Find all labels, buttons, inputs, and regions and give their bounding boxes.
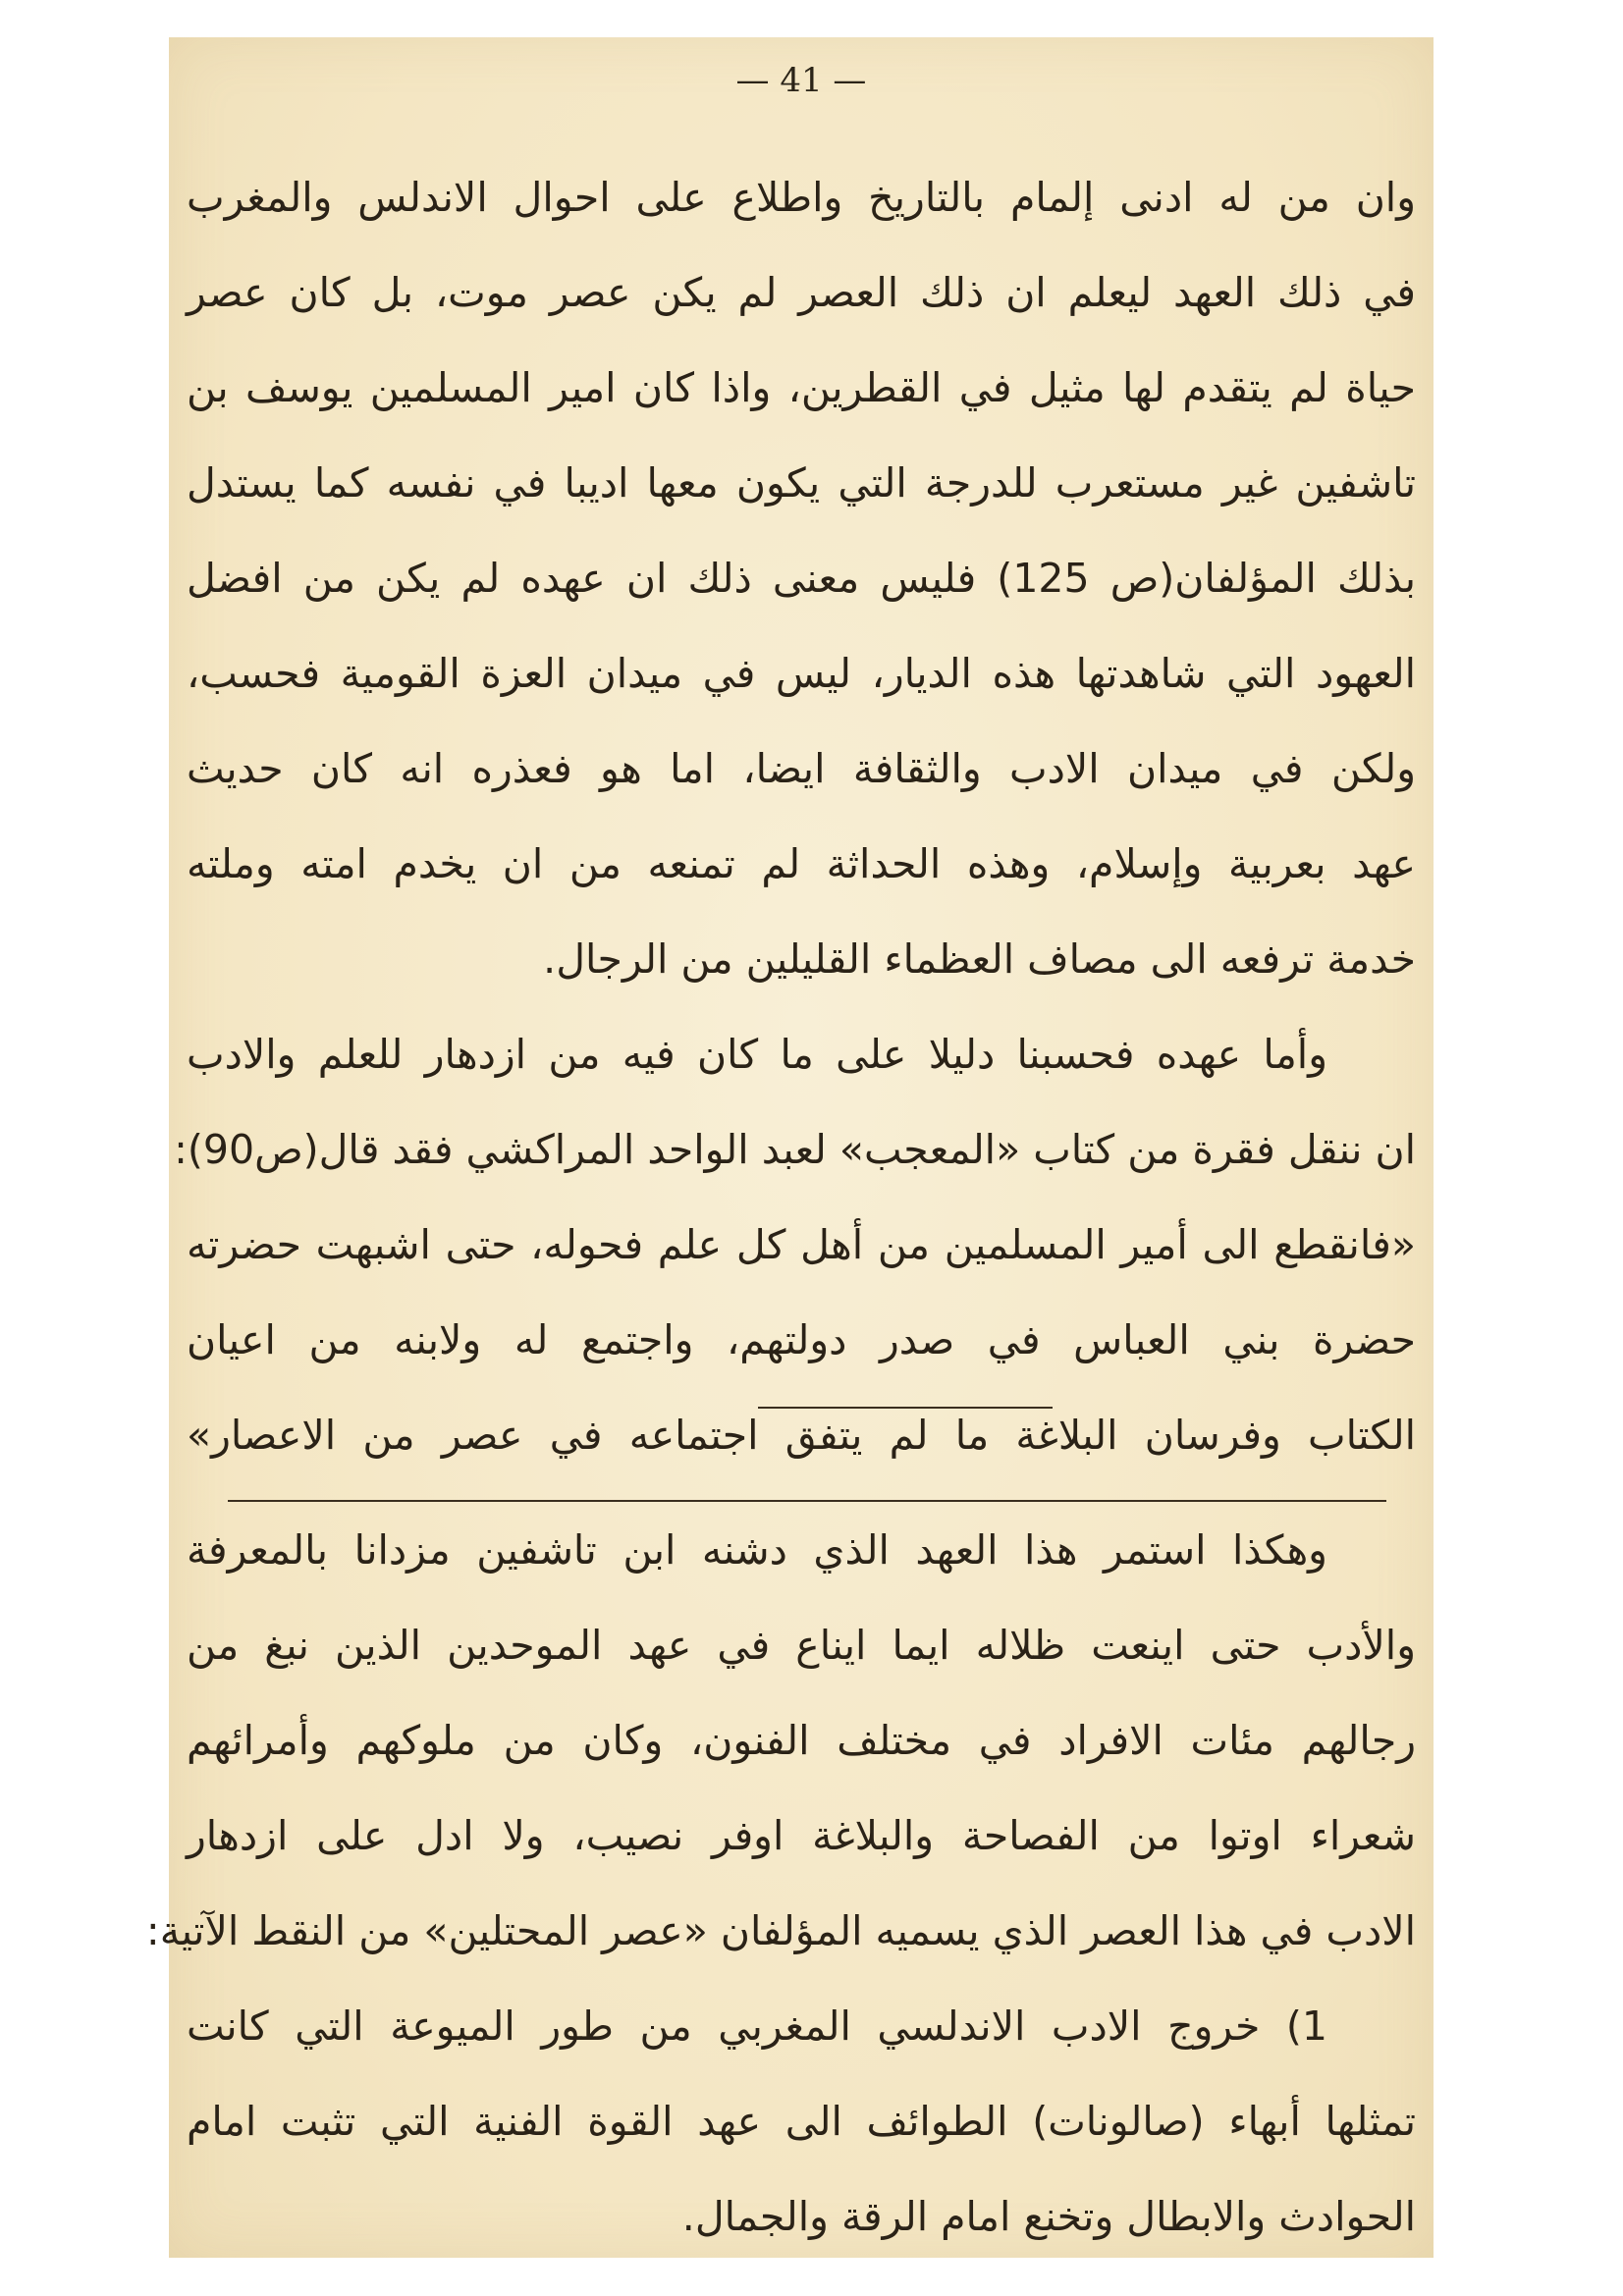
- quote-line: الكتاب وفرسان البلاغة ما لم يتفق اجتماعه في عصر من الاعصار»: [187, 1412, 1416, 1459]
- text-line: الادب في هذا العصر الذي يسميه المؤلفان «عصر المحتلين» من النقط الآتية:: [145, 1907, 1416, 1954]
- text-line: وأما عهده فحسبنا دليلا على ما كان فيه من ازدهار للعلم والادب: [187, 1031, 1327, 1078]
- body-text-lower: [145, 1503, 1416, 2265]
- text-line: العهود التي شاهدتها هذه الديار، ليس في ميدان العزة القومية فحسب،: [187, 650, 1416, 697]
- page-number: — 41 —: [735, 61, 867, 100]
- list-item-line: تمثلها أبهاء (صالونات) الطوائف الى عهد القوة الفنية التي تثبت امام: [187, 2098, 1416, 2145]
- text-line: وان من له ادنى إلمام بالتاريخ واطلاع على احوال الاندلس والمغرب: [187, 174, 1416, 221]
- text-line: حياة لم يتقدم لها مثيل في القطرين، واذا كان امير المسلمين يوسف بن: [187, 364, 1416, 411]
- text-line: خدمة ترفعه الى مصاف العظماء القليلين من الرجال.: [543, 935, 1416, 983]
- body-text-upper: [174, 150, 1416, 1483]
- list-item-line: الحوادث والابطال وتخنع امام الرقة والجمال.: [681, 2193, 1416, 2240]
- list-item-line: 1) خروج الادب الاندلسي المغربي من طور الميوعة التي كانت: [187, 2002, 1327, 2050]
- text-line: رجالهم مئات الافراد في مختلف الفنون، وكان من ملوكهم وأمرائهم: [187, 1717, 1416, 1764]
- text-line: ان ننقل فقرة من كتاب «المعجب» لعبد الواحد المراكشي فقد قال(ص90):: [174, 1126, 1416, 1173]
- text-line: ولكن في ميدان الادب والثقافة ايضا، اما هو فعذره انه كان حديث: [187, 745, 1416, 792]
- book-page: [145, 37, 1434, 2258]
- quote-underline: [228, 1500, 1386, 1502]
- quote-line: حضرة بني العباس في صدر دولتهم، واجتمع له ولابنه من اعيان: [187, 1316, 1416, 1363]
- quote-underline: [758, 1407, 1053, 1409]
- text-line: في ذلك العهد ليعلم ان ذلك العصر لم يكن عصر موت، بل كان عصر: [187, 269, 1416, 316]
- text-line: عهد بعربية وإسلام، وهذه الحداثة لم تمنعه من ان يخدم امته وملته: [187, 840, 1416, 887]
- text-line: وهكذا استمر هذا العهد الذي دشنه ابن تاشفين مزدانا بالمعرفة: [187, 1526, 1327, 1574]
- text-line: بذلك المؤلفان(ص 125) فليس معنى ذلك ان عهده لم يكن من افضل: [187, 555, 1416, 602]
- text-line: والأدب حتى اينعت ظلاله ايما ايناع في عهد الموحدين الذين نبغ من: [187, 1622, 1416, 1669]
- text-line: تاشفين غير مستعرب للدرجة التي يكون معها اديبا في نفسه كما يستدل: [187, 459, 1416, 507]
- quote-line: «فانقطع الى أمير المسلمين من أهل كل علم فحوله، حتى اشبهت حضرته: [187, 1221, 1416, 1268]
- text-line: شعراء اوتوا من الفصاحة والبلاغة اوفر نصيب، ولا ادل على ازدهار: [187, 1812, 1416, 1859]
